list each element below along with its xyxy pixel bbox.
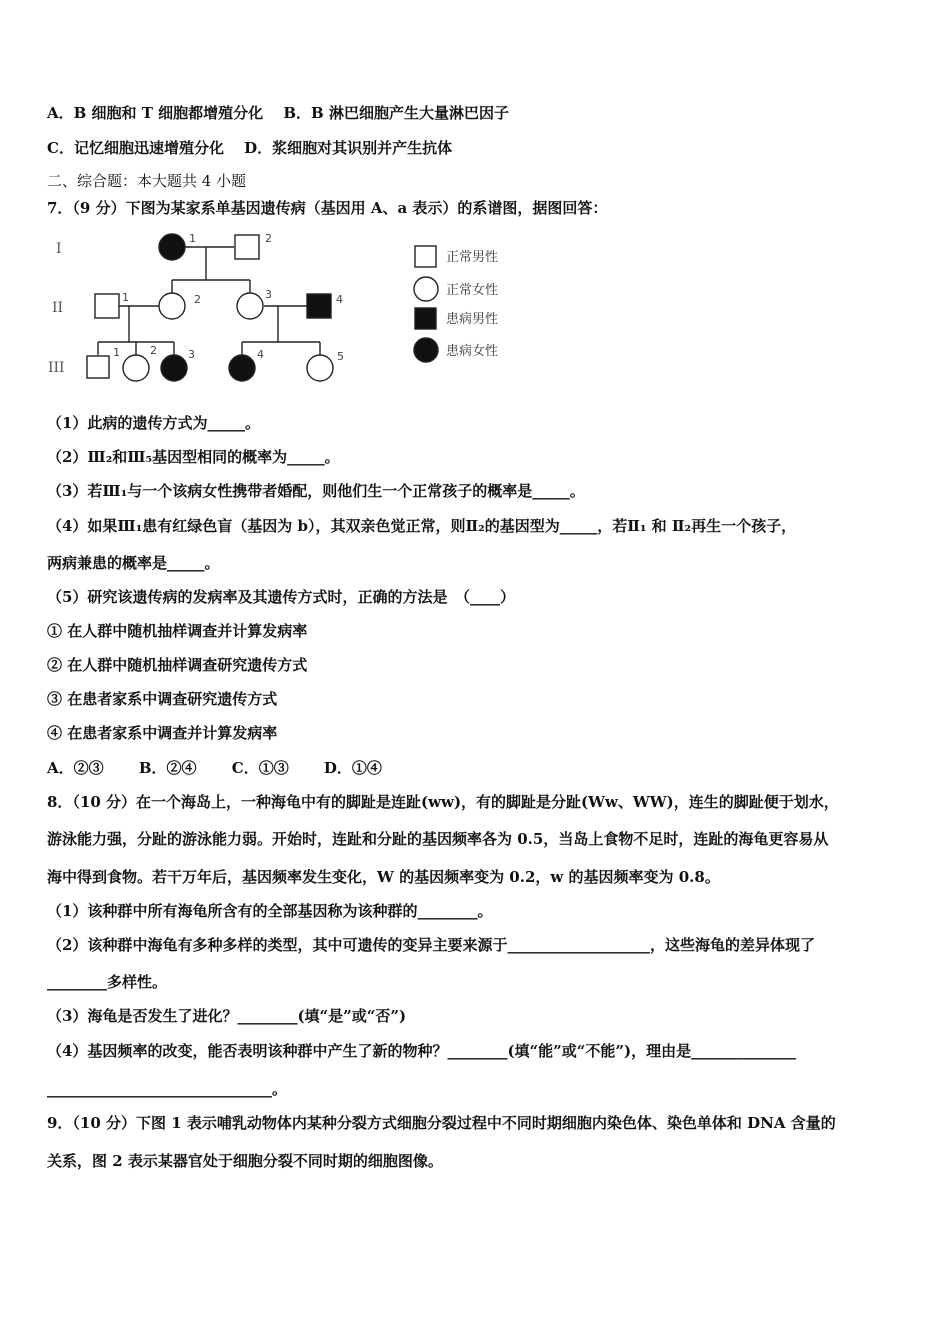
q7-sub4-line1: （4）如果Ⅲ₁患有红绿色盲（基因为 b），其双亲色觉正常，则Ⅱ₂的基因型为_____，若Ⅱ₁ 和 Ⅱ₂再生一个孩子， — [47, 517, 797, 535]
q8-stem-line3: 海中得到食物。若干万年后，基因频率发生变化，W 的基因频率变为 0.2，w 的基因频率变为 0.8。 — [47, 868, 720, 886]
q6-options-line2: C．记忆细胞迅速增殖分化 D．浆细胞对其识别并产生抗体 — [47, 139, 453, 157]
q6-options-line1: A．B 细胞和 T 细胞都增殖分化 B．B 淋巴细胞产生大量淋巴因子 — [47, 104, 509, 122]
q7-stem: 7．（9 分）下图为某家系单基因遗传病（基因用 A、a 表示）的系谱图，据图回答： — [47, 199, 608, 217]
legend-normal-male: 正常男性 — [446, 250, 499, 265]
label-II1: 1 — [122, 291, 129, 304]
legend-normal-female: 正常女性 — [446, 283, 499, 298]
label-I2: 2 — [265, 232, 272, 245]
label-III2: 2 — [150, 344, 157, 357]
legend-circle-open — [414, 277, 438, 301]
q7-sub5: （5）研究该遗传病的发病率及其遗传方式时，正确的方法是 （____） — [47, 588, 515, 606]
legend-affected-female: 患病女性 — [446, 344, 499, 359]
q8-sub2-line1: （2）该种群中海龟有多种多样的类型，其中可遗传的变异主要来源于___________________，这些海龟的差异体现了 — [47, 936, 815, 954]
II3-normal-female — [237, 293, 263, 319]
label-III3: 3 — [188, 348, 195, 361]
q8-stem-line2: 游泳能力强，分趾的游泳能力弱。开始时，连趾和分趾的基因频率各为 0.5，当岛上食物不足时，连趾的海龟更容易从 — [47, 830, 829, 848]
q8-stem-line1: 8．（10 分）在一个海岛上，一种海龟中有的脚趾是连趾(ww)，有的脚趾是分趾(Ww、WW)，连生的脚趾便于划水， — [47, 793, 839, 811]
label-II2: 2 — [194, 293, 201, 306]
q8-sub1: （1）该种群中所有海龟所含有的全部基因称为该种群的________。 — [47, 902, 493, 920]
legend-affected-male: 患病男性 — [446, 312, 499, 327]
label-II4: 4 — [336, 293, 343, 306]
II1-normal-male — [95, 294, 119, 318]
legend-circle-filled — [414, 338, 438, 362]
section-title: 二、综合题：本大题共 4 小题 — [47, 172, 247, 190]
q7-option-3: ③ 在患者家系中调查研究遗传方式 — [47, 690, 278, 708]
gen-label-III: III — [48, 360, 65, 376]
II4-affected-male — [307, 294, 331, 318]
q7-sub1: （1）此病的遗传方式为_____。 — [47, 414, 260, 432]
gen-label-I: I — [56, 241, 62, 257]
q7-option-4: ④ 在患者家系中调查并计算发病率 — [47, 724, 278, 742]
II2-normal-female — [159, 293, 185, 319]
label-II3: 3 — [265, 288, 272, 301]
q8-sub4-line1: （4）基因频率的改变，能否表明该种群中产生了新的物种？________(填“能”或“不能”)，理由是______________ — [47, 1042, 797, 1060]
III4-affected-female — [229, 355, 255, 381]
q7-sub3: （3）若Ⅲ₁与一个该病女性携带者婚配，则他们生一个正常孩子的概率是_____。 — [47, 482, 585, 500]
q7-choices: A．②③ B．②④ C．①③ D．①④ — [47, 759, 382, 777]
q7-sub2: （2）Ⅲ₂和Ⅲ₅基因型相同的概率为_____。 — [47, 448, 340, 466]
gen-label-II: II — [52, 300, 64, 316]
III3-affected-female — [161, 355, 187, 381]
q8-sub4-line2: ______________________________。 — [47, 1080, 288, 1098]
label-III5: 5 — [337, 350, 344, 363]
pedigree-chart — [40, 225, 540, 390]
q8-sub2-line2: ________多样性。 — [47, 973, 168, 991]
label-III1: 1 — [113, 346, 120, 359]
III2-normal-female — [123, 355, 149, 381]
legend-square-filled — [415, 308, 436, 329]
III5-normal-female — [307, 355, 333, 381]
q7-option-2: ② 在人群中随机抽样调查研究遗传方式 — [47, 656, 308, 674]
I2-normal-male — [235, 235, 259, 259]
q7-sub4-line2: 两病兼患的概率是_____。 — [47, 554, 220, 572]
III1-normal-male — [87, 356, 109, 378]
q7-option-1: ① 在人群中随机抽样调查并计算发病率 — [47, 622, 308, 640]
q9-stem-line2: 关系，图 2 表示某器官处于细胞分裂不同时期的细胞图像。 — [47, 1152, 443, 1170]
legend-square-open — [415, 246, 436, 267]
label-III4: 4 — [257, 348, 264, 361]
label-I1: 1 — [189, 232, 196, 245]
q8-sub3: （3）海龟是否发生了进化？________(填“是”或“否”) — [47, 1007, 407, 1025]
q9-stem-line1: 9．（10 分）下图 1 表示哺乳动物体内某种分裂方式细胞分裂过程中不同时期细胞内染色体、染色单体和 DNA 含量的 — [47, 1114, 836, 1132]
I1-affected-female — [159, 234, 185, 260]
